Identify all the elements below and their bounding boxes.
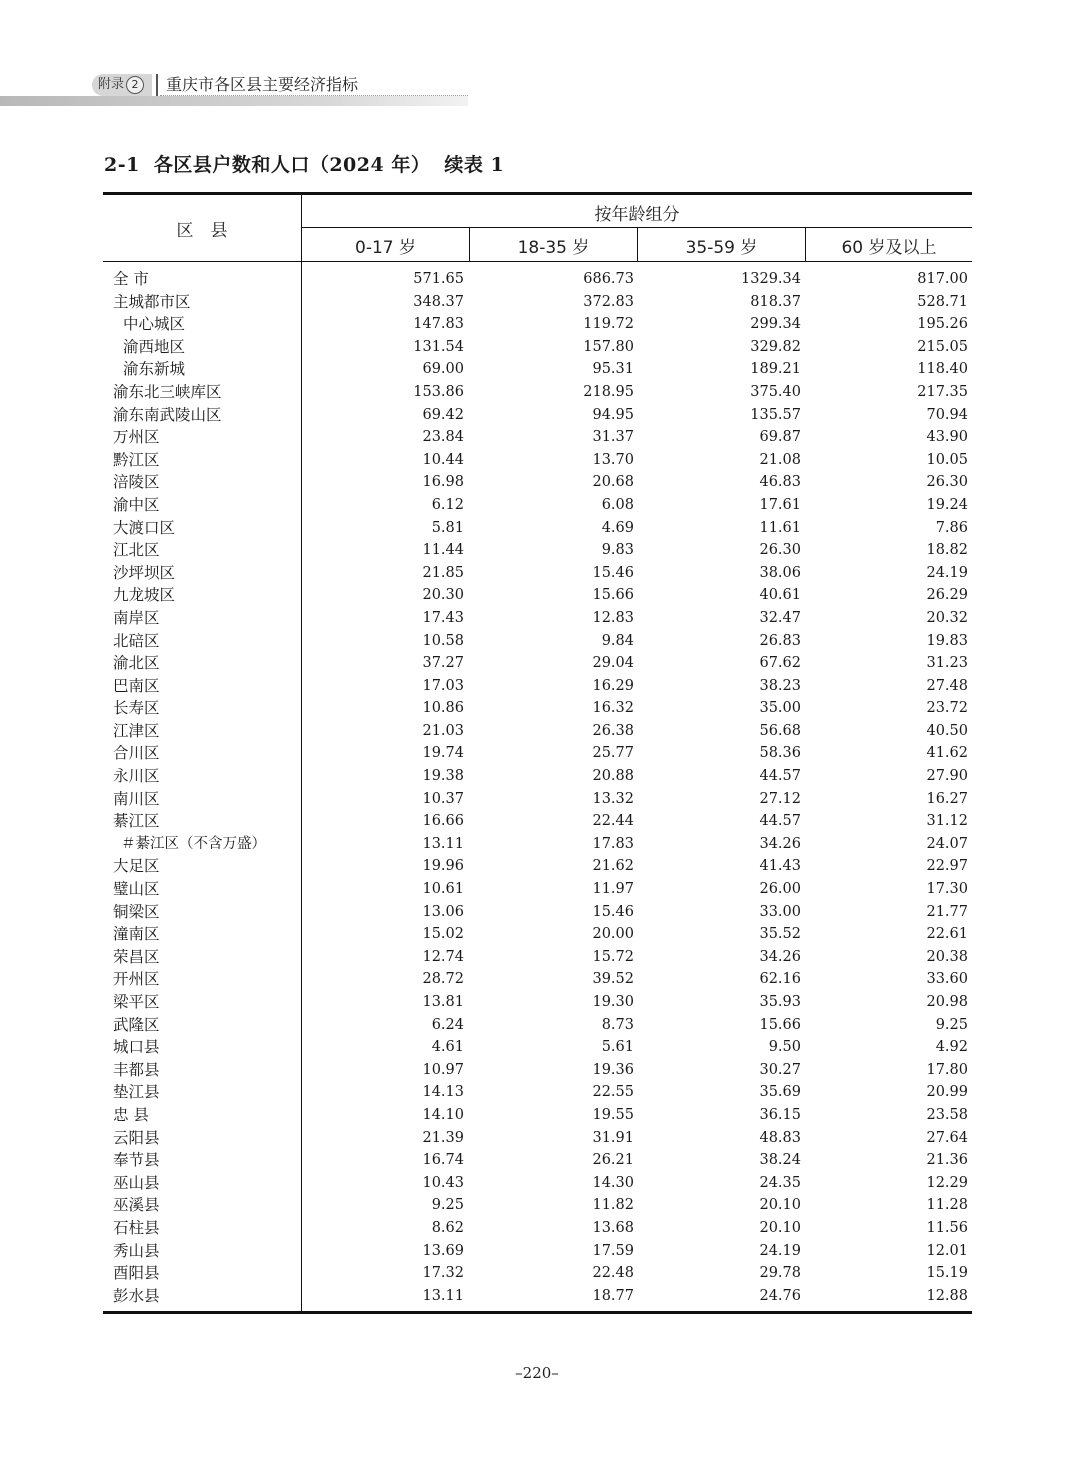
cell-value: 22.61: [926, 926, 968, 943]
cell-value: 10.97: [422, 1061, 464, 1078]
cell-value: 9.25: [431, 1197, 464, 1214]
table-title: [104, 150, 504, 177]
region-name: 江津区: [113, 721, 160, 740]
cell-value: 5.61: [601, 1039, 634, 1056]
cell-value: 12.74: [422, 948, 464, 965]
region-name: 江北区: [113, 541, 160, 560]
cell-value: 19.96: [422, 858, 464, 875]
cell-value: 34.26: [759, 835, 801, 852]
cell-value: 16.98: [422, 474, 464, 491]
cell-value: 15.66: [592, 587, 634, 604]
column-header: 18-35 岁: [517, 238, 590, 258]
cell-value: 329.82: [750, 338, 801, 355]
cell-value: 41.43: [759, 858, 801, 875]
region-name: 长寿区: [113, 699, 160, 718]
table-row: [103, 1262, 972, 1285]
cell-value: 26.38: [592, 722, 634, 739]
cell-value: 33.60: [926, 971, 968, 988]
table-row: [103, 765, 972, 788]
cell-value: 30.27: [759, 1061, 801, 1078]
header-divider: [156, 74, 158, 96]
cell-value: 215.05: [917, 338, 968, 355]
cell-value: 94.95: [592, 406, 634, 423]
cell-value: 40.50: [926, 722, 968, 739]
cell-value: 24.35: [759, 1174, 801, 1191]
appendix-label: 附录: [98, 77, 125, 92]
cell-value: 10.58: [422, 632, 464, 649]
cell-value: 26.21: [592, 1152, 634, 1169]
cell-value: 12.88: [926, 1287, 968, 1304]
cell-value: 15.19: [926, 1265, 968, 1282]
cell-value: 218.95: [583, 383, 634, 400]
cell-value: 26.29: [926, 587, 968, 604]
table-row: [103, 1104, 972, 1127]
table-row: [103, 630, 972, 653]
cell-value: 21.39: [422, 1129, 464, 1146]
table-row: [103, 652, 972, 675]
cell-value: 41.62: [926, 745, 968, 762]
region-name: 渝西地区: [123, 337, 186, 356]
region-name: 大渡口区: [113, 518, 176, 537]
column-header: 0-17 岁: [355, 238, 416, 258]
table-row: [103, 1014, 972, 1037]
region-name: ＃綦江区（不含万盛）: [121, 835, 266, 852]
cell-value: 19.38: [422, 768, 464, 785]
cell-value: 24.19: [926, 564, 968, 581]
cell-value: 67.62: [759, 655, 801, 672]
cell-value: 19.55: [592, 1106, 634, 1123]
region-name: 渝东新城: [123, 360, 186, 379]
cell-value: 571.65: [413, 271, 464, 287]
cell-value: 28.72: [422, 971, 464, 988]
table-continuation: 续表 1: [444, 154, 505, 176]
table-row: [103, 1059, 972, 1082]
cell-value: 13.06: [422, 903, 464, 920]
table-row: [103, 1240, 972, 1263]
cell-value: 39.52: [592, 971, 634, 988]
cell-value: 11.28: [926, 1197, 968, 1214]
cell-value: 12.29: [926, 1174, 968, 1191]
table-row: [103, 878, 972, 901]
cell-value: 19.83: [926, 632, 968, 649]
region-name: 大足区: [113, 857, 160, 876]
cell-value: 4.61: [431, 1039, 464, 1056]
region-name: 石柱县: [113, 1218, 160, 1237]
cell-value: 18.82: [926, 542, 968, 559]
cell-value: 17.59: [592, 1242, 634, 1259]
cell-value: 69.00: [422, 361, 464, 378]
cell-value: 35.52: [759, 926, 801, 943]
cell-value: 375.40: [750, 383, 801, 400]
table-row: [103, 788, 972, 811]
region-name: 渝东北三峡库区: [113, 382, 222, 401]
cell-value: 22.55: [592, 1084, 634, 1101]
cell-value: 21.77: [926, 903, 968, 920]
cell-value: 299.34: [750, 316, 801, 333]
table-row: [103, 901, 972, 924]
cell-value: 20.68: [592, 474, 634, 491]
cell-value: 15.46: [592, 564, 634, 581]
cell-value: 27.64: [926, 1129, 968, 1146]
cell-value: 15.72: [592, 948, 634, 965]
table-row: [103, 291, 972, 314]
cell-value: 21.62: [592, 858, 634, 875]
cell-value: 27.90: [926, 768, 968, 785]
cell-value: 15.46: [592, 903, 634, 920]
cell-value: 13.81: [422, 994, 464, 1010]
cell-value: 17.80: [926, 1061, 968, 1078]
cell-value: 21.85: [422, 564, 464, 581]
table-row: [103, 1172, 972, 1195]
table-row: [103, 968, 972, 991]
table-row: [103, 404, 972, 427]
table-number: 2-1: [104, 154, 140, 176]
cell-value: 14.10: [422, 1106, 464, 1123]
cell-value: 6.12: [431, 496, 464, 513]
cell-value: 20.38: [926, 948, 968, 965]
region-name: 荣昌区: [113, 947, 160, 966]
region-name: 九龙坡区: [113, 586, 176, 605]
table-row: [103, 1081, 972, 1104]
region-name: 酉阳县: [113, 1264, 160, 1283]
cell-value: 135.57: [750, 406, 801, 423]
cell-value: 6.24: [431, 1016, 464, 1033]
table-row: [103, 539, 972, 562]
cell-value: 12.83: [592, 609, 634, 626]
cell-value: 13.32: [592, 790, 634, 807]
region-name: 渝东南武陵山区: [113, 405, 222, 424]
cell-value: 34.26: [759, 948, 801, 965]
cell-value: 147.83: [413, 316, 464, 333]
cell-value: 20.00: [592, 926, 634, 943]
table-row: [103, 697, 972, 720]
row-header-label: 区 县: [176, 221, 228, 241]
cell-value: 31.37: [592, 429, 634, 446]
cell-value: 10.05: [926, 451, 968, 468]
cell-value: 22.48: [592, 1265, 634, 1282]
region-name: 綦江区: [113, 812, 160, 831]
cell-value: 9.84: [601, 632, 634, 649]
cell-value: 56.68: [759, 722, 801, 739]
cell-value: 686.73: [583, 271, 634, 287]
table-row: [103, 449, 972, 472]
region-name: 云阳县: [113, 1128, 160, 1147]
cell-value: 10.43: [422, 1174, 464, 1191]
region-name: 巫溪县: [113, 1196, 160, 1215]
cell-value: 31.23: [926, 655, 968, 672]
cell-value: 372.83: [583, 293, 634, 310]
cell-value: 10.37: [422, 790, 464, 807]
cell-value: 13.11: [422, 835, 464, 852]
cell-value: 9.83: [601, 542, 634, 559]
cell-value: 15.66: [759, 1016, 801, 1033]
table-row: [103, 833, 972, 856]
cell-value: 348.37: [413, 293, 464, 310]
region-name: 彭水县: [113, 1286, 160, 1305]
cell-value: 44.57: [759, 768, 801, 785]
cell-value: 20.98: [926, 994, 968, 1010]
cell-value: 23.58: [926, 1106, 968, 1123]
table-row: [103, 742, 972, 765]
cell-value: 20.32: [926, 609, 968, 626]
cell-value: 29.78: [759, 1265, 801, 1282]
cell-value: 16.27: [926, 790, 968, 807]
table-row: [103, 1194, 972, 1217]
cell-value: 19.30: [592, 994, 634, 1010]
cell-value: 15.02: [422, 926, 464, 943]
cell-value: 20.99: [926, 1084, 968, 1101]
cell-value: 131.54: [413, 338, 464, 355]
table-row: [103, 1127, 972, 1150]
cell-value: 118.40: [917, 361, 968, 378]
cell-value: 43.90: [926, 429, 968, 446]
region-name: 潼南区: [113, 925, 160, 944]
table-row: [103, 562, 972, 585]
table-row: [103, 855, 972, 878]
cell-value: 32.47: [759, 609, 801, 626]
cell-value: 58.36: [759, 745, 801, 762]
region-name: 渝北区: [113, 654, 160, 673]
cell-value: 11.56: [926, 1219, 968, 1236]
cell-value: 16.74: [422, 1152, 464, 1169]
table-row: [103, 1217, 972, 1240]
group-header-label: 按年龄组分: [594, 205, 680, 225]
cell-value: 35.93: [759, 994, 801, 1010]
region-name: 北碚区: [113, 631, 160, 650]
cell-value: 48.83: [759, 1129, 801, 1146]
cell-value: 13.70: [592, 451, 634, 468]
cell-value: 7.86: [935, 519, 968, 536]
cell-value: 17.30: [926, 881, 968, 898]
region-name: 武隆区: [113, 1015, 160, 1034]
cell-value: 16.32: [592, 700, 634, 717]
cell-value: 4.69: [601, 519, 634, 536]
cell-value: 24.19: [759, 1242, 801, 1259]
table-row: [103, 381, 972, 404]
table-row: [103, 336, 972, 359]
cell-value: 35.00: [759, 700, 801, 717]
cell-value: 9.50: [768, 1039, 801, 1056]
region-name: 城口县: [113, 1038, 160, 1057]
cell-value: 195.26: [917, 316, 968, 333]
cell-value: 153.86: [413, 383, 464, 400]
cell-value: 13.11: [422, 1287, 464, 1304]
region-name: 永川区: [113, 767, 160, 786]
table-row: [103, 584, 972, 607]
cell-value: 22.97: [926, 858, 968, 875]
appendix-tag: [92, 74, 152, 96]
cell-value: 21.36: [926, 1152, 968, 1169]
cell-value: 26.30: [926, 474, 968, 491]
cell-value: 16.66: [422, 813, 464, 830]
region-name: 南川区: [113, 789, 160, 808]
cell-value: 37.27: [422, 655, 464, 672]
cell-value: 24.76: [759, 1287, 801, 1304]
cell-value: 16.29: [592, 677, 634, 694]
header-band: [0, 96, 468, 106]
table-row: [103, 923, 972, 946]
cell-value: 19.24: [926, 496, 968, 513]
cell-value: 11.97: [592, 881, 634, 898]
cell-value: 25.77: [592, 745, 634, 762]
cell-value: 157.80: [583, 338, 634, 355]
column-header: 35-59 岁: [685, 238, 758, 258]
cell-value: 17.61: [759, 496, 801, 513]
cell-value: 12.01: [926, 1242, 968, 1259]
table-row: [103, 991, 972, 1014]
table-row: [103, 358, 972, 381]
table-row: [103, 268, 972, 291]
table-row: [103, 1285, 972, 1308]
cell-value: 4.92: [935, 1039, 968, 1056]
region-name: 全 市: [113, 270, 149, 288]
table-row: [103, 471, 972, 494]
region-name: 巴南区: [113, 676, 160, 695]
cell-value: 13.68: [592, 1219, 634, 1236]
appendix-number-badge: 2: [126, 76, 144, 94]
cell-value: 26.00: [759, 881, 801, 898]
cell-value: 27.48: [926, 677, 968, 694]
section-title: 重庆市各区县主要经济指标: [166, 75, 359, 94]
cell-value: 11.61: [759, 519, 801, 536]
region-name: 中心城区: [123, 315, 186, 334]
region-name: 忠 县: [113, 1105, 149, 1124]
cell-value: 10.86: [422, 700, 464, 717]
cell-value: 27.12: [759, 790, 801, 807]
region-name: 渝中区: [113, 495, 160, 514]
cell-value: 17.83: [592, 835, 634, 852]
cell-value: 21.08: [759, 451, 801, 468]
cell-value: 38.23: [759, 677, 801, 694]
cell-value: 818.37: [750, 293, 801, 310]
cell-value: 46.83: [759, 474, 801, 491]
cell-value: 9.25: [935, 1016, 968, 1033]
table-name: 各区县户数和人口（2024 年）: [153, 154, 431, 176]
table-row: [103, 1036, 972, 1059]
cell-value: 817.00: [917, 271, 968, 287]
region-name: 万州区: [113, 428, 160, 447]
cell-value: 35.69: [759, 1084, 801, 1101]
cell-value: 70.94: [926, 406, 968, 423]
cell-value: 10.44: [422, 451, 464, 468]
cell-value: 119.72: [583, 316, 634, 333]
cell-value: 17.32: [422, 1265, 464, 1282]
cell-value: 38.24: [759, 1152, 801, 1169]
table-row: [103, 426, 972, 449]
column-header: 60 岁及以上: [841, 238, 937, 258]
cell-value: 38.06: [759, 564, 801, 581]
cell-value: 69.42: [422, 406, 464, 423]
region-name: 丰都县: [113, 1060, 160, 1079]
cell-value: 20.10: [759, 1219, 801, 1236]
cell-value: 19.36: [592, 1061, 634, 1078]
region-name: 合川区: [113, 744, 160, 763]
cell-value: 20.30: [422, 587, 464, 604]
cell-value: 22.44: [592, 813, 634, 830]
cell-value: 23.72: [926, 700, 968, 717]
cell-value: 189.21: [750, 361, 801, 378]
page-number: –220–: [515, 1364, 559, 1382]
cell-value: 217.35: [917, 383, 968, 400]
cell-value: 26.30: [759, 542, 801, 559]
region-name: 奉节县: [113, 1151, 160, 1170]
cell-value: 11.82: [592, 1197, 634, 1214]
cell-value: 8.73: [601, 1016, 634, 1033]
table-row: [103, 810, 972, 833]
region-name: 沙坪坝区: [113, 563, 176, 582]
table-row: [103, 494, 972, 517]
cell-value: 10.61: [422, 881, 464, 898]
cell-value: 95.31: [592, 361, 634, 378]
region-name: 主城都市区: [113, 292, 191, 311]
region-name: 涪陵区: [113, 473, 160, 492]
cell-value: 26.83: [759, 632, 801, 649]
cell-value: 17.43: [422, 609, 464, 626]
table-row: [103, 517, 972, 540]
region-name: 铜梁区: [113, 902, 160, 921]
cell-value: 5.81: [431, 519, 464, 536]
cell-value: 1329.34: [741, 271, 801, 287]
cell-value: 40.61: [759, 587, 801, 604]
region-name: 垫江县: [113, 1083, 160, 1102]
cell-value: 14.13: [422, 1084, 464, 1101]
cell-value: 19.74: [422, 745, 464, 762]
table-row: [103, 313, 972, 336]
table-top-rule: [103, 192, 972, 195]
cell-value: 33.00: [759, 903, 801, 920]
cell-value: 31.12: [926, 813, 968, 830]
cell-value: 8.62: [431, 1219, 464, 1236]
region-name: 巫山县: [113, 1173, 160, 1192]
table-row: [103, 1149, 972, 1172]
cell-value: 24.07: [926, 835, 968, 852]
table-row: [103, 946, 972, 969]
table-row: [103, 607, 972, 630]
region-name: 开州区: [113, 970, 160, 989]
cell-value: 29.04: [592, 655, 634, 672]
cell-value: 13.69: [422, 1242, 464, 1259]
cell-value: 62.16: [759, 971, 801, 988]
region-name: 秀山县: [113, 1241, 160, 1260]
cell-value: 20.10: [759, 1197, 801, 1214]
cell-value: 44.57: [759, 813, 801, 830]
cell-value: 36.15: [759, 1106, 801, 1123]
table-bottom-rule: [103, 1311, 972, 1314]
table-body: [103, 268, 972, 1307]
cell-value: 18.77: [592, 1287, 634, 1304]
region-name: 梁平区: [113, 993, 160, 1011]
table-row: [103, 720, 972, 743]
cell-value: 6.08: [601, 496, 634, 513]
cell-value: 69.87: [759, 429, 801, 446]
cell-value: 528.71: [917, 293, 968, 310]
region-name: 南岸区: [113, 608, 160, 627]
region-name: 黔江区: [113, 450, 160, 469]
cell-value: 14.30: [592, 1174, 634, 1191]
header-bottom-rule: [103, 261, 972, 262]
cell-value: 31.91: [592, 1129, 634, 1146]
cell-value: 17.03: [422, 677, 464, 694]
cell-value: 23.84: [422, 429, 464, 446]
cell-value: 20.88: [592, 768, 634, 785]
region-name: 璧山区: [113, 880, 160, 899]
table-row: [103, 675, 972, 698]
cell-value: 21.03: [422, 722, 464, 739]
cell-value: 11.44: [422, 542, 464, 559]
